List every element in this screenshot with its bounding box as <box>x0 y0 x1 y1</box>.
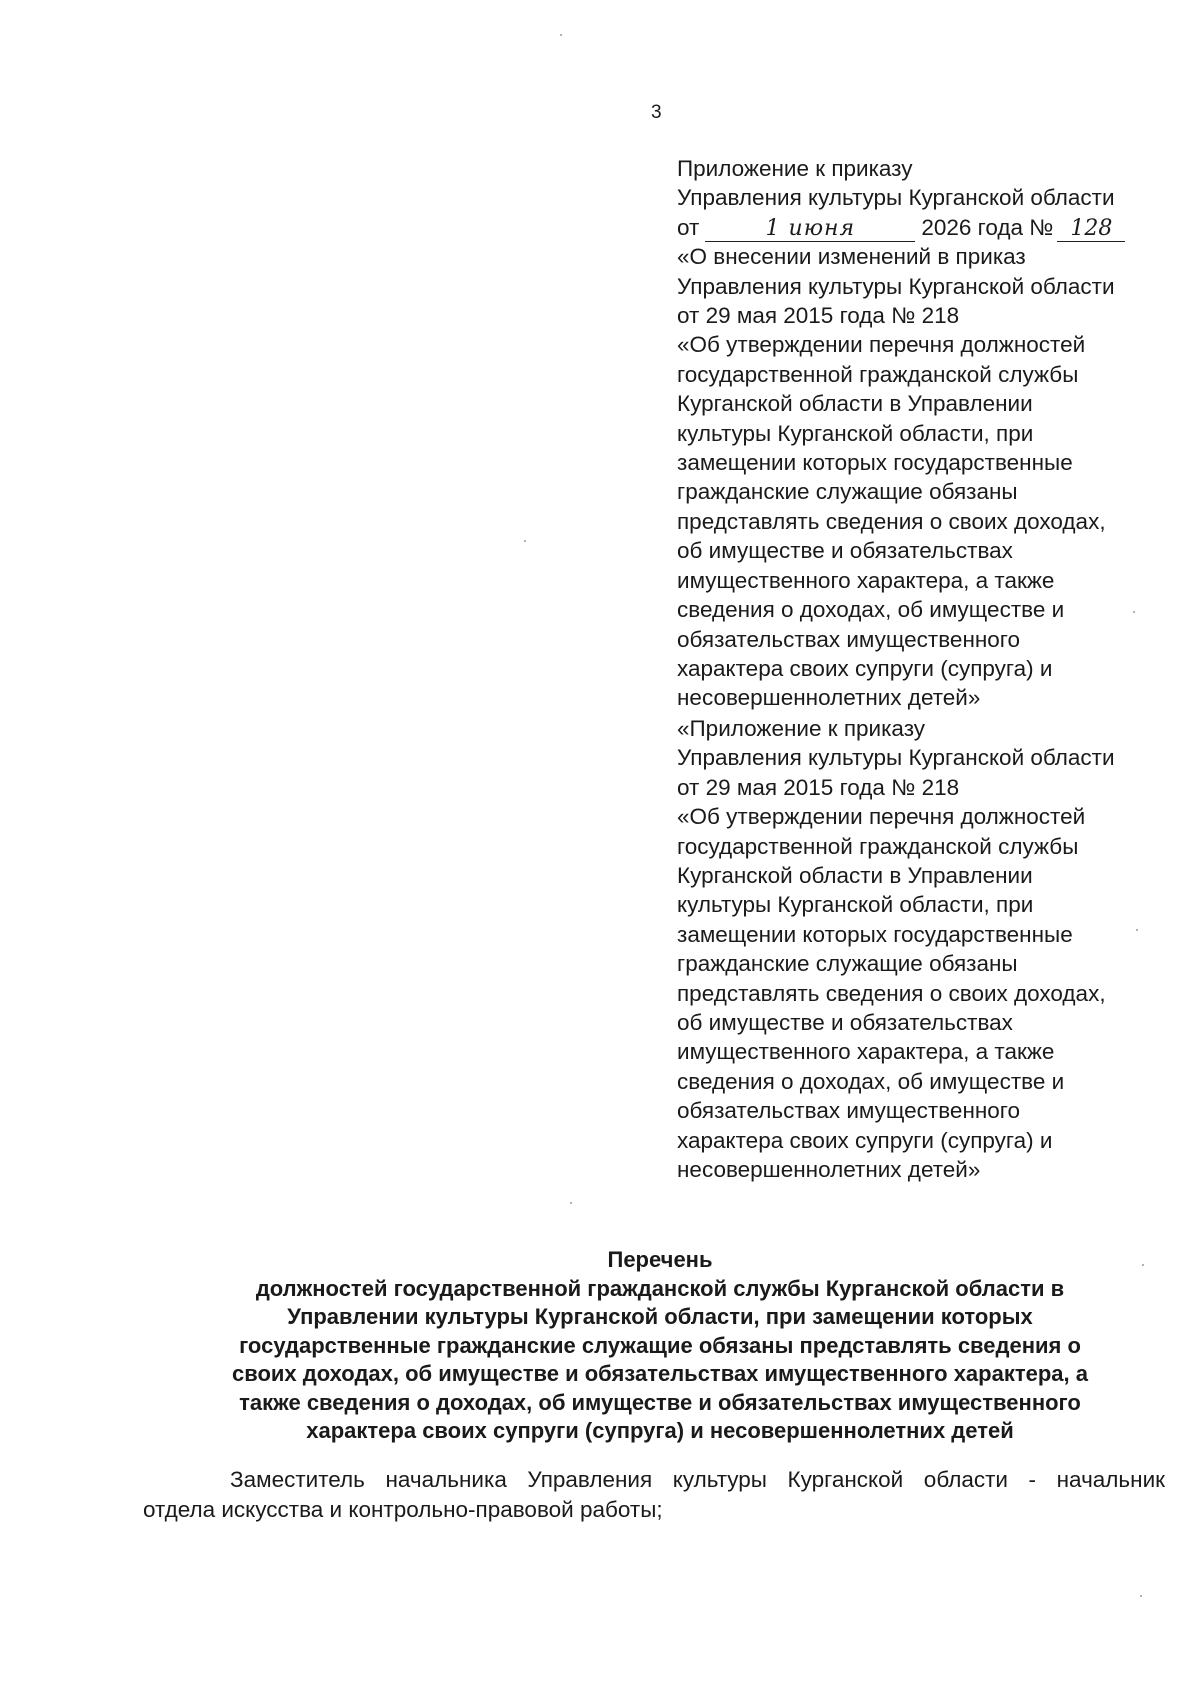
title-line: государственные гражданские служащие обязаны представлять сведения о <box>239 1332 1081 1358</box>
body-line: отдела искусства и контрольно-правовой работы; <box>143 1496 663 1522</box>
title-line: своих доходах, об имуществе и обязательствах имущественного характера, а <box>231 1361 1088 1386</box>
quoted-appendix-line: обязательствах имущественного <box>677 1098 1021 1124</box>
title-line: характера своих супруги (супруга) и несовершеннолетних детей <box>306 1418 1014 1443</box>
document-title <box>160 1246 1160 1446</box>
quoted-appendix-line: Управления культуры Курганской области <box>677 745 1115 771</box>
year-text: 2026 года № <box>921 214 1054 240</box>
appendix-header <box>677 154 1192 713</box>
appendix-header-line: государственной гражданской службы <box>677 361 1079 387</box>
quoted-appendix-line: характера своих супруги (супруга) и <box>677 1127 1053 1153</box>
quoted-appendix-line: «Приложение к приказу <box>677 716 926 741</box>
appendix-header-line: обязательствах имущественного <box>677 626 1021 652</box>
appendix-header-line: характера своих супруги (супруга) и <box>677 655 1053 681</box>
scan-speck <box>1142 1264 1144 1266</box>
scan-speck <box>570 1202 572 1204</box>
handwritten-number-text: 128 <box>1070 215 1113 241</box>
appendix-header-line: «Об утверждении перечня должностей <box>677 332 1086 358</box>
appendix-header-line: Управления культуры Курганской области <box>677 273 1115 299</box>
quoted-appendix-line: имущественного характера, а также <box>677 1039 1055 1065</box>
quoted-appendix-line: «Об утверждении перечня должностей <box>677 804 1086 830</box>
quoted-appendix-line: несовершеннолетних детей» <box>677 1157 981 1183</box>
order-date-line <box>677 213 1192 242</box>
quoted-appendix-line: сведения о доходах, об имуществе и <box>677 1068 1065 1094</box>
date-prefix: от <box>677 214 700 240</box>
appendix-header-line: «О внесении изменений в приказ <box>677 244 1026 270</box>
scan-speck <box>560 34 562 36</box>
quoted-appendix-line: гражданские служащие обязаны <box>677 951 1018 977</box>
appendix-header-line: Управления культуры Курганской области <box>677 185 1115 211</box>
scan-speck <box>1133 611 1135 613</box>
quoted-appendix-line: культуры Курганской области, при <box>677 892 1034 918</box>
quoted-appendix-line: представлять сведения о своих доходах, <box>677 980 1106 1006</box>
appendix-header-line: представлять сведения о своих доходах, <box>677 508 1106 534</box>
quoted-appendix-body <box>677 714 1192 1185</box>
handwritten-date-text: 1 июня <box>765 215 856 241</box>
scan-speck <box>1136 929 1138 931</box>
appendix-header-line: замещении которых государственные <box>677 450 1073 476</box>
appendix-header-body <box>677 242 1192 713</box>
title-heading: Перечень <box>607 1247 713 1272</box>
appendix-header-line: сведения о доходах, об имуществе и <box>677 597 1065 623</box>
appendix-header-line: Курганской области в Управлении <box>677 391 1033 417</box>
quoted-appendix-line: об имуществе и обязательствах <box>677 1010 1013 1036</box>
title-text <box>160 1275 1160 1446</box>
scan-speck <box>524 540 526 542</box>
quoted-appendix <box>677 714 1192 1185</box>
appendix-header-line: культуры Курганской области, при <box>677 420 1034 446</box>
title-line: Управлении культуры Курганской области, при замещении которых <box>287 1304 1033 1329</box>
scan-speck <box>1140 1595 1142 1597</box>
appendix-header-line: несовершеннолетних детей» <box>677 685 981 711</box>
title-line: также сведения о доходах, об имуществе и обязательствах имущественного <box>239 1389 1081 1415</box>
quoted-appendix-line: государственной гражданской службы <box>677 833 1079 859</box>
appendix-header-line: об имуществе и обязательствах <box>677 538 1013 564</box>
body-paragraph <box>143 1465 1165 1524</box>
appendix-header-line: Приложение к приказу <box>677 156 913 181</box>
quoted-appendix-line: от 29 мая 2015 года № 218 <box>677 774 960 800</box>
handwritten-date <box>705 215 915 242</box>
appendix-header-line: гражданские служащие обязаны <box>677 479 1018 505</box>
quoted-appendix-line: Курганской области в Управлении <box>677 863 1033 889</box>
quoted-appendix-line: замещении которых государственные <box>677 921 1073 947</box>
body-line: Заместитель начальника Управления культуры Курганской области - начальник <box>230 1467 1165 1492</box>
appendix-header-line: имущественного характера, а также <box>677 567 1055 593</box>
handwritten-number <box>1057 215 1125 242</box>
page-number: 3 <box>651 102 662 123</box>
appendix-header-line: от 29 мая 2015 года № 218 <box>677 303 960 329</box>
title-line: должностей государственной гражданской службы Курганской области в <box>255 1275 1065 1301</box>
